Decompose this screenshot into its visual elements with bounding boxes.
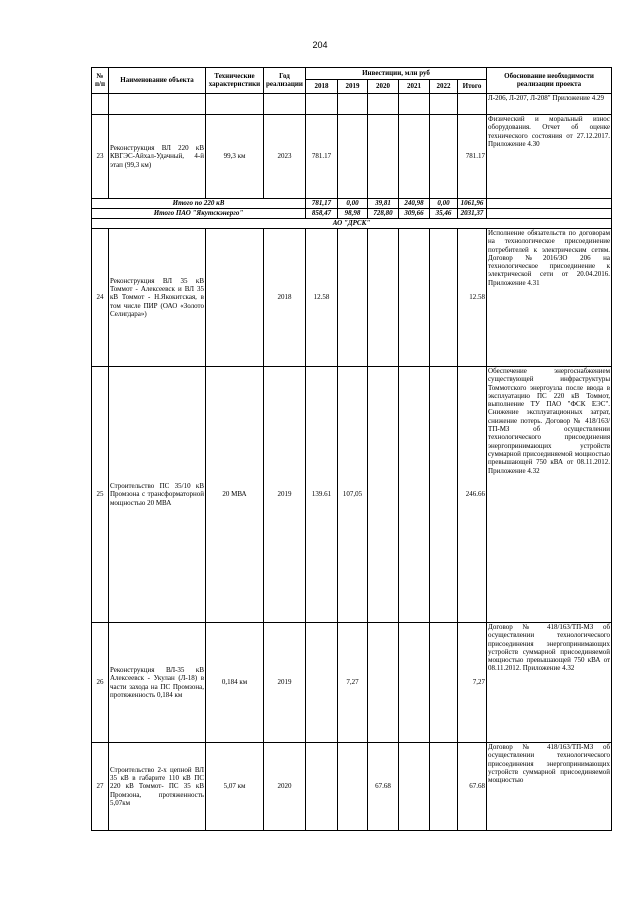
value-total: 67.68	[458, 743, 487, 831]
subtotal-2018: 858,47	[306, 209, 338, 219]
tech-characteristics: 20 МВА	[206, 367, 264, 623]
subtotal-total: 1061,96	[458, 199, 487, 209]
header-justification: Обоснование необходимости реализации проекта	[487, 68, 612, 94]
value-2020: 67.68	[368, 743, 399, 831]
page-number: 204	[312, 40, 328, 50]
object-name: Реконструкция ВЛ 35 кВ Томмот - Алексеевск и ВЛ 35 кВ Томмот - Н.Якокитская, в том числе ПИР (ОАО «Золото Селигдара»)	[109, 229, 206, 367]
header-2018: 2018	[306, 80, 338, 94]
table-row	[92, 623, 612, 743]
justification-cell: Договор № 418/163/ТП-МЗ об осуществлении технологического присоединения энергопринимающих устройств суммарной присоединяемой мощностью	[487, 743, 612, 831]
subtotal-total: 2031,37	[458, 209, 487, 219]
value-total: 781.17	[458, 115, 487, 199]
row-number: 23	[92, 115, 109, 199]
value-2018: 781.17	[306, 115, 338, 199]
value-2019: 107,05	[338, 367, 368, 623]
header-year: Год реализации	[264, 68, 306, 94]
header-2020: 2020	[368, 80, 399, 94]
subtotal-label: Итого по 220 кВ	[92, 199, 306, 209]
header-num: № п/п	[92, 68, 109, 94]
section-title: АО "ДРСК"	[92, 219, 612, 229]
tech-characteristics: 5,07 км	[206, 743, 264, 831]
subtotal-2022: 35,46	[430, 209, 458, 219]
subtotal-row	[92, 209, 612, 219]
row-number: 25	[92, 367, 109, 623]
implementation-year: 2023	[264, 115, 306, 199]
value-2019: 7,27	[338, 623, 368, 743]
row-number: 24	[92, 229, 109, 367]
subtotal-2021: 240,98	[399, 199, 430, 209]
subtotal-2021: 309,66	[399, 209, 430, 219]
header-2022: 2022	[430, 80, 458, 94]
table-row	[92, 743, 612, 831]
subtotal-2018: 781,17	[306, 199, 338, 209]
value-2018: 12.58	[306, 229, 338, 367]
row-number: 27	[92, 743, 109, 831]
tech-characteristics: 99,3 км	[206, 115, 264, 199]
subtotal-2020: 728,80	[368, 209, 399, 219]
table-row	[92, 367, 612, 623]
subtotal-row	[92, 199, 612, 209]
justification-cell: Договор № 418/163/ТП-МЗ об осуществлении технологического присоединения энергопринимающих устройств суммарной присоединяемой мощностью превышающей 750 кВА от 08.11.2012. Приложение 4.32	[487, 623, 612, 743]
investment-table	[91, 67, 612, 831]
section-row	[92, 219, 612, 229]
table-row-continuation	[92, 94, 612, 115]
justification-cell: Обеспечение энергоснабжением существующей инфраструктуры Томмотского энергоузла после ввода в эксплуатацию ПС 220 кВ Томмот, выполнение ТУ ПАО "ФСК ЕЭС". Снижение эксплуатационных затрат, снижение потерь. Договор № 418/163/ТП-МЗ об осуществлении технологического присоединения энергопринимающих устройств суммарной присоединяемой мощностью превышающей 750 кВА от 08.11.2012. Приложение 4.32	[487, 367, 612, 623]
implementation-year: 2019	[264, 367, 306, 623]
tech-characteristics: 0,184 км	[206, 623, 264, 743]
subtotal-label: Итого ПАО "Якутскэнерго"	[92, 209, 306, 219]
row-number: 26	[92, 623, 109, 743]
value-total: 12.58	[458, 229, 487, 367]
header-total: Итого	[458, 80, 487, 94]
justification-cell: Исполнение обязательств по договорам на технологическое присоединение потребителей к электрическим сетям. Договор №2016/ЗО 206 на технологическое присоединение к электрической сети от 20.04.2016. Приложение 4.31	[487, 229, 612, 367]
object-name: Реконструкция ВЛ-35 кВ Алексеевск - Укулан (Л-18) в части захода на ПС Промзона, протяженность 0,184 км	[109, 623, 206, 743]
value-2018: 139.61	[306, 367, 338, 623]
table-row	[92, 229, 612, 367]
header-2021: 2021	[399, 80, 430, 94]
justification-cell: Л-206, Л-207, Л-208" Приложение 4.29	[487, 94, 612, 115]
subtotal-2019: 0,00	[338, 199, 368, 209]
implementation-year: 2018	[264, 229, 306, 367]
subtotal-2020: 39,81	[368, 199, 399, 209]
implementation-year: 2019	[264, 623, 306, 743]
object-name: Реконструкция ВЛ 220 кВ КВГЭС-Айхал-Удачный, 4-й этап (99,3 км)	[109, 115, 206, 199]
value-total: 246.66	[458, 367, 487, 623]
object-name: Строительство 2-х цепной ВЛ 35 кВ в габарите 110 кВ ПС 220 кВ Томмот- ПС 35 кВ Промзона, протяженность 5,07км	[109, 743, 206, 831]
subtotal-2019: 98,98	[338, 209, 368, 219]
implementation-year: 2020	[264, 743, 306, 831]
header-name: Наименование объекта	[109, 68, 206, 94]
header-tech: Технические характеристики	[206, 68, 264, 94]
subtotal-2022: 0,00	[430, 199, 458, 209]
object-name: Строительство ПС 35/10 кВ Промзона с трансформаторной мощностью 20 МВА	[109, 367, 206, 623]
header-row-1	[92, 68, 612, 80]
value-total: 7,27	[458, 623, 487, 743]
justification-cell: Физический и моральный износ оборудования. Отчет об оценке технического состояния от 27.12.2017. Приложение 4.30	[487, 115, 612, 199]
tech-characteristics	[206, 229, 264, 367]
table-row	[92, 115, 612, 199]
header-investments: Инвестиции, млн руб	[306, 68, 487, 80]
header-2019: 2019	[338, 80, 368, 94]
